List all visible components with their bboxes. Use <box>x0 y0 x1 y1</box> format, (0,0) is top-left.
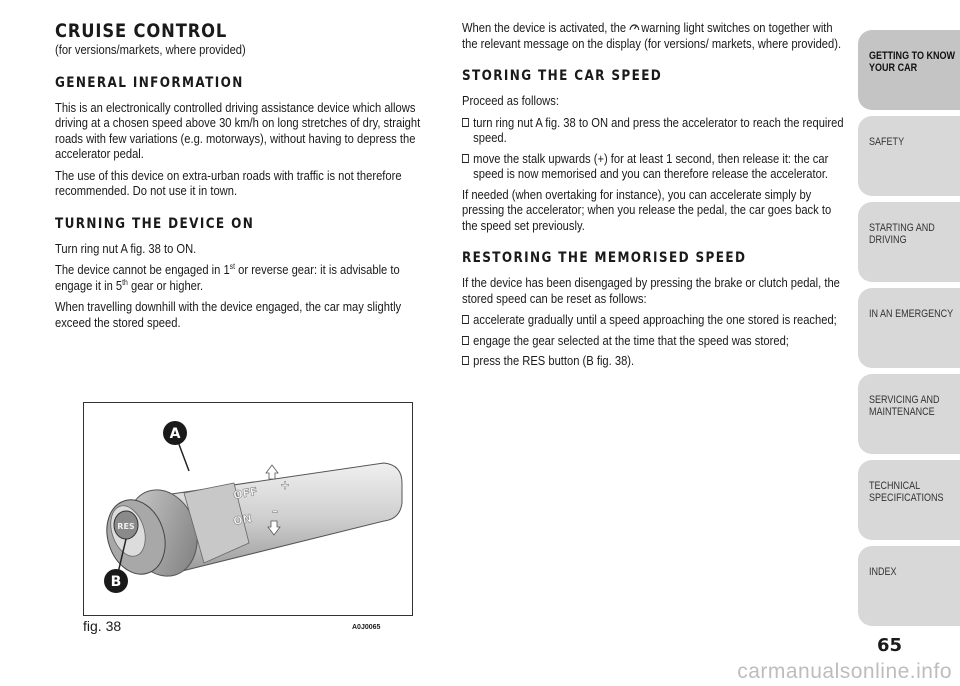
figure-38 <box>83 402 413 616</box>
tab-starting-and-driving[interactable] <box>858 202 960 282</box>
turning-2-part-c: gear or higher. <box>127 277 204 293</box>
list-item-text: press the RES button (B fig. 38). <box>473 353 635 368</box>
res-button-label: RES <box>117 522 135 531</box>
heading-turning-device-on: TURNING THE DEVICE ON <box>55 215 255 232</box>
heading-general-information: GENERAL INFORMATION <box>55 74 244 91</box>
tab-getting-to-know-your-car[interactable] <box>858 30 960 110</box>
list-item <box>462 115 846 146</box>
cruise-control-stalk-illustration <box>84 403 412 615</box>
paragraph-proceed: Proceed as follows: <box>462 93 559 108</box>
arrow-up-icon <box>266 465 278 479</box>
watermark: carmanualsonline.info <box>737 660 952 683</box>
left-column <box>55 20 440 336</box>
heading-storing-speed: STORING THE CAR SPEED <box>462 68 663 84</box>
right-text-block <box>462 20 846 369</box>
checkbox-bullet-icon <box>462 154 469 163</box>
superscript-th: th <box>122 277 128 287</box>
tab-label: STARTING AND DRIVING <box>869 222 935 246</box>
right-column <box>462 20 847 374</box>
turning-2-part-a: The device cannot be engaged in 1 <box>55 262 230 277</box>
page-number: 65 <box>877 635 903 656</box>
paragraph-overtaking: If needed (when overtaking for instance), you can accelerate simply by pressing the accelerator; when you release the pedal, the car goes back to the speed set previously. <box>462 186 832 233</box>
ring-off-label: OFF <box>232 484 259 502</box>
paragraph-general-2: The use of this device on extra-urban roads with traffic is not therefore recommended. Do not use it in town. <box>55 167 402 198</box>
list-item-text: turn ring nut A fig. 38 to ON and press the accelerator to reach the required speed. <box>473 114 844 145</box>
list-item-text: engage the gear selected at the time that the speed was stored; <box>473 332 789 348</box>
page-title: CRUISE CONTROL <box>55 20 228 42</box>
superscript-st: st <box>229 262 236 271</box>
ring-on-label: ON <box>232 511 253 528</box>
callout-b-label: B <box>110 574 122 590</box>
paragraph-activated <box>462 20 846 51</box>
list-item <box>462 333 846 349</box>
speedometer-warning-icon <box>629 20 641 36</box>
checkbox-bullet-icon <box>462 356 469 365</box>
list-item <box>462 353 846 369</box>
list-item-text: accelerate gradually until a speed approaching the one stored is reached; <box>473 312 837 327</box>
tab-label: SERVICING AND MAINTENANCE <box>869 394 940 418</box>
paragraph-turning-1: Turn ring nut A fig. 38 to ON. <box>55 240 197 256</box>
turning-2-part-b: or reverse gear: it is advisable to engage it in 5 <box>55 262 400 293</box>
tab-label: TECHNICAL SPECIFICATIONS <box>869 480 944 504</box>
tab-label: GETTING TO KNOW YOUR CAR <box>869 50 956 74</box>
tab-servicing-and-maintenance[interactable] <box>858 374 960 454</box>
checkbox-bullet-icon <box>462 118 469 127</box>
left-text-block <box>55 20 439 330</box>
heading-restoring-speed: RESTORING THE MEMORISED SPEED <box>462 250 747 266</box>
checkbox-bullet-icon <box>462 336 469 345</box>
storing-steps-list <box>462 115 846 182</box>
plus-sign: + <box>280 478 291 492</box>
list-item <box>462 312 846 328</box>
list-item <box>462 151 846 182</box>
list-item-text: move the stalk upwards (+) for at least 1 second, then release it: the car speed is now memorised and you can therefore release the accelerator. <box>473 150 829 181</box>
paragraph-turning-3: When travelling downhill with the device engaged, the car may slightly exceed the stored speed. <box>55 299 402 330</box>
tab-technical-specifications[interactable] <box>858 460 960 540</box>
callout-a-label: A <box>169 426 181 442</box>
tab-safety[interactable] <box>858 116 960 196</box>
minus-sign: – <box>272 504 278 518</box>
activated-part-a: When the device is activated, the <box>462 20 627 35</box>
paragraph-restoring: If the device has been disengaged by pressing the brake or clutch pedal, the stored speed can be reset as follows: <box>462 275 840 306</box>
tab-label: IN AN EMERGENCY <box>869 308 954 320</box>
restoring-steps-list <box>462 312 846 369</box>
activated-part-b: warning light switches on together with the relevant message on the display (for versions/ markets, where provided). <box>462 20 842 51</box>
tab-label: INDEX <box>869 566 897 578</box>
figure-code: A0J0065 <box>352 624 381 631</box>
paragraph-general-1: This is an electronically controlled driving assistance device which allows driving at a chosen speed above 30 km/h on long stretches of dry, straight roads with few variations (e.g. motorways), without having to depress the accelerator pedal. <box>55 99 421 161</box>
figure-caption: fig. 38 <box>83 618 122 634</box>
tab-index[interactable] <box>858 546 960 626</box>
paragraph-turning-2 <box>55 262 439 293</box>
page-subtitle: (for versions/markets, where provided) <box>55 42 246 57</box>
tab-in-an-emergency[interactable] <box>858 288 960 368</box>
checkbox-bullet-icon <box>462 315 469 324</box>
tab-label: SAFETY <box>869 136 905 148</box>
